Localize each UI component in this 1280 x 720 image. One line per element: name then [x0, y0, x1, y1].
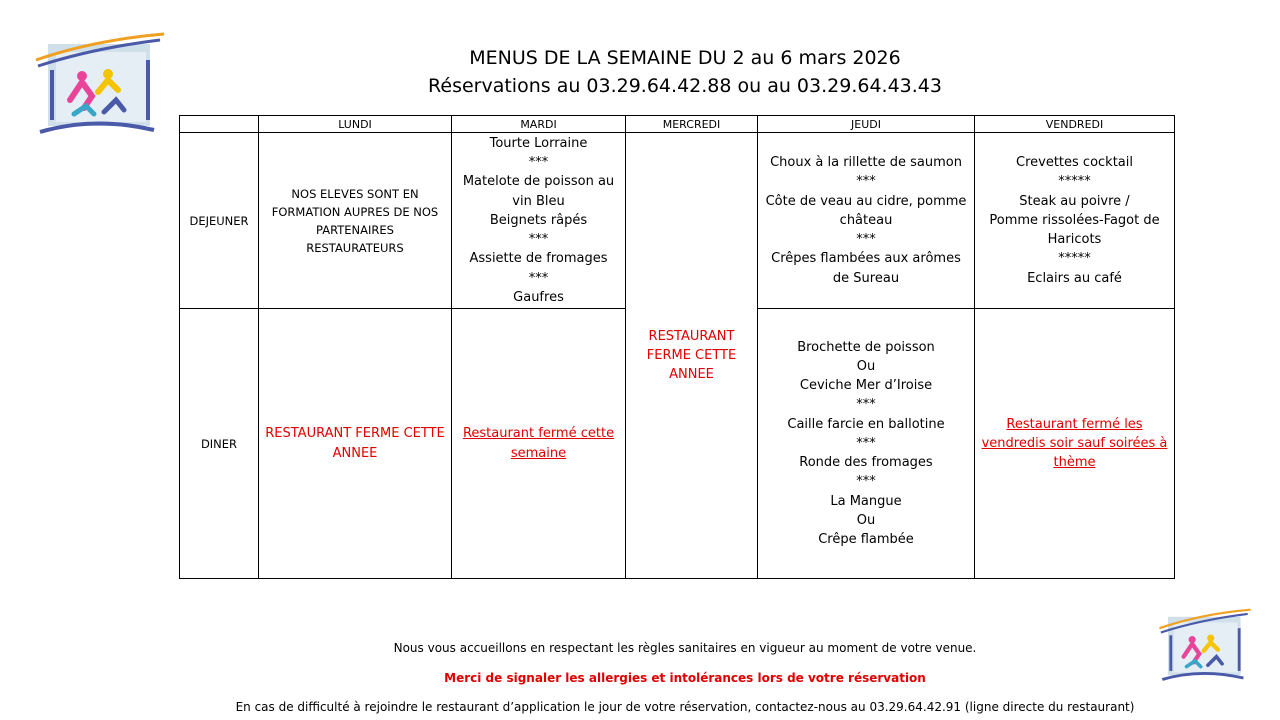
- mardi-diner-line: Restaurant fermé cette: [462, 426, 615, 442]
- footer-allergy-note: Merci de signaler les allergies et intolérances lors de votre réservation: [444, 671, 926, 685]
- mardi-dejeuner-line: Matelote de poisson au: [462, 174, 615, 190]
- jeudi-dejeuner-cell: [758, 133, 975, 309]
- mardi-dejeuner-line: ***: [528, 270, 549, 286]
- mardi-diner-line: semaine: [510, 445, 567, 461]
- row-label-diner: DINER: [180, 309, 259, 579]
- title-line-1: MENUS DE LA SEMAINE DU 2 au 6 mars 2026: [469, 47, 901, 69]
- lundi-diner-line: RESTAURANT FERME CETTE: [265, 426, 445, 442]
- jeudi-dejeuner-line: ***: [856, 174, 876, 190]
- vendredi-diner-line: vendredis soir sauf soirées à: [981, 435, 1168, 451]
- mardi-dejeuner-line: vin Bleu: [512, 193, 565, 209]
- jeudi-diner-line: Caille farcie en ballotine: [787, 416, 945, 432]
- header-mardi: MARDI: [452, 116, 626, 133]
- mardi-dejeuner-cell: [452, 133, 626, 309]
- jeudi-diner-line: ***: [856, 397, 876, 413]
- vendredi-dejeuner-cell: [975, 133, 1175, 309]
- title-line-2: Réservations au 03.29.64.42.88 ou au 03.29.64.43.43: [428, 75, 942, 97]
- page-title: [180, 44, 1190, 100]
- mercredi-closed-line: RESTAURANT: [648, 328, 735, 344]
- header-lundi: LUNDI: [259, 116, 452, 133]
- jeudi-dejeuner-line: château: [839, 212, 893, 228]
- header-jeudi: JEUDI: [758, 116, 975, 133]
- jeudi-diner-cell: [758, 309, 975, 579]
- jeudi-dejeuner-line: ***: [856, 232, 876, 248]
- lundi-dejeuner-line: FORMATION AUPRES DE NOS: [271, 204, 439, 219]
- lundi-dejeuner-line: RESTAURATEURS: [306, 240, 404, 255]
- vendredi-dejeuner-line: *****: [1058, 251, 1091, 267]
- vendredi-diner-line: thème: [1053, 455, 1096, 471]
- vendredi-diner-cell: [975, 309, 1175, 579]
- lundi-diner-line: ANNEE: [332, 445, 378, 461]
- school-logo-icon: [1158, 606, 1252, 686]
- jeudi-diner-line: Brochette de poisson: [797, 339, 935, 355]
- mercredi-closed-line: ANNEE: [669, 367, 714, 383]
- jeudi-diner-line: Ou: [856, 359, 876, 375]
- mercredi-closed-cell: [626, 133, 758, 579]
- mardi-diner-cell: [452, 309, 626, 579]
- mardi-dejeuner-line: Tourte Lorraine: [489, 136, 588, 152]
- jeudi-diner-line: La Mangue: [830, 493, 902, 509]
- lundi-dejeuner-cell: [259, 133, 452, 309]
- jeudi-diner-line: Ronde des fromages: [799, 455, 933, 471]
- mardi-dejeuner-line: ***: [528, 232, 549, 248]
- footer-sanitary-note: Nous vous accueillons en respectant les règles sanitaires en vigueur au moment de votre venue.: [393, 641, 977, 655]
- jeudi-dejeuner-line: Choux à la rillette de saumon: [770, 155, 962, 171]
- mardi-dejeuner-line: Beignets râpés: [489, 212, 588, 228]
- lundi-diner-cell: [259, 309, 452, 579]
- lundi-dejeuner-line: PARTENAIRES: [316, 222, 394, 237]
- header-empty: [180, 116, 259, 133]
- vendredi-diner-line: Restaurant fermé les: [1006, 416, 1143, 432]
- table-header-row: [180, 116, 1175, 133]
- header-vendredi: VENDREDI: [975, 116, 1175, 133]
- mardi-dejeuner-line: ***: [528, 155, 549, 171]
- jeudi-diner-line: Ou: [856, 512, 876, 528]
- jeudi-diner-line: ***: [856, 435, 876, 451]
- weekly-menu-table: [179, 115, 1175, 579]
- jeudi-dejeuner-line: Crêpes flambées aux arômes: [771, 251, 961, 267]
- jeudi-diner-line: Crêpe flambée: [818, 531, 914, 547]
- vendredi-dejeuner-line: Crevettes cocktail: [1016, 155, 1133, 171]
- lundi-dejeuner-line: NOS ELEVES SONT EN: [291, 186, 419, 201]
- vendredi-dejeuner-line: Steak au poivre /: [1019, 193, 1130, 209]
- school-logo-icon: [34, 30, 166, 140]
- row-label-dejeuner: DEJEUNER: [180, 133, 259, 309]
- vendredi-dejeuner-line: Haricots: [1047, 232, 1102, 248]
- mardi-dejeuner-line: Assiette de fromages: [469, 251, 608, 267]
- header-mercredi: MERCREDI: [626, 116, 758, 133]
- jeudi-dejeuner-line: de Sureau: [832, 270, 900, 286]
- dejeuner-row: [180, 133, 1175, 309]
- vendredi-dejeuner-line: Eclairs au café: [1027, 270, 1122, 286]
- vendredi-dejeuner-line: *****: [1058, 174, 1091, 190]
- jeudi-diner-line: ***: [856, 474, 876, 490]
- mercredi-closed-line: FERME CETTE: [646, 347, 737, 363]
- jeudi-diner-line: Ceviche Mer d’Iroise: [799, 378, 933, 394]
- footer-contact-note: En cas de difficulté à rejoindre le restaurant d’application le jour de votre réservation, contactez-nous au 03.29.64.42.91 (ligne directe du restaurant): [235, 700, 1135, 714]
- vendredi-dejeuner-line: Pomme rissolées-Fagot de: [989, 212, 1160, 228]
- jeudi-dejeuner-line: Côte de veau au cidre, pomme: [765, 193, 967, 209]
- mardi-dejeuner-line: Gaufres: [513, 289, 564, 305]
